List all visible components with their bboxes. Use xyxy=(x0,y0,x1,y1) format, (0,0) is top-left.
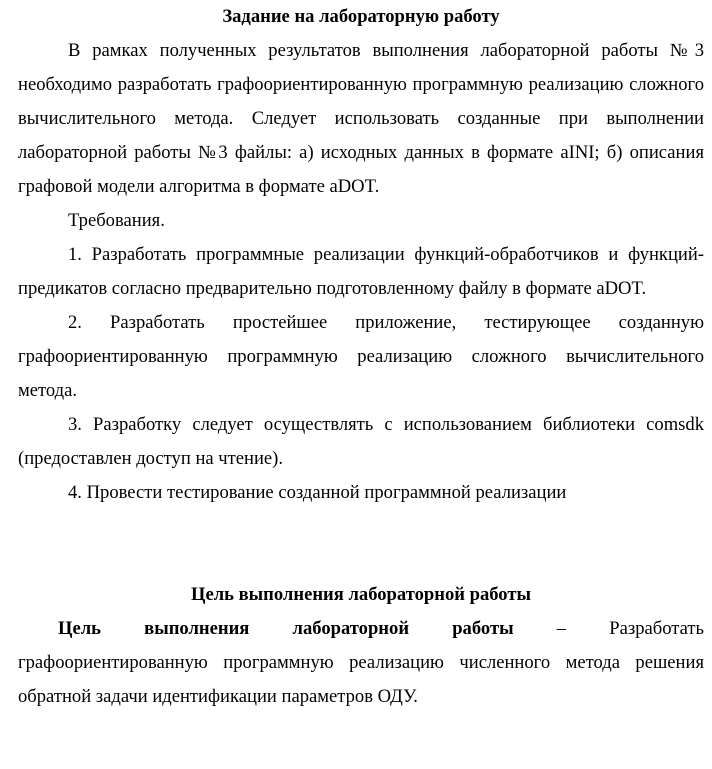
task-heading: Задание на лабораторную работу xyxy=(222,6,500,27)
goal-lead-word-2: выполнения xyxy=(144,618,250,639)
section-spacer xyxy=(18,510,704,578)
requirement-item-2: 2. Разработать простейшее приложение, тестирующее созданную графоориентированную программную реализацию сложного вычислительного метода. xyxy=(18,312,704,401)
goal-lead-word-1: Цель xyxy=(58,618,101,639)
task-intro-paragraph: В рамках полученных результатов выполнения лабораторной работы №3 необходимо разработать графоориентированную программную реализацию сложного вычислительного метода. Следует использовать созданные при выполнении лабораторной работы №3 файлы: а) исходных данных в формате aINI; б) описания графовой модели алгоритма в формате aDOT. xyxy=(18,40,704,197)
requirement-item-3: 3. Разработку следует осуществлять с использованием библиотеки comsdk (предоставлен доступ на чтение). xyxy=(18,414,704,469)
goal-lead-word-3: лабораторной xyxy=(292,618,410,639)
requirements-label: Требования. xyxy=(68,210,165,231)
goal-first-line xyxy=(18,612,704,646)
goal-heading: Цель выполнения лабораторной работы xyxy=(190,584,531,605)
goal-dash: – xyxy=(556,618,567,639)
goal-text: графоориентированную программную реализацию численного метода решения обратной задачи идентификации параметров ОДУ. xyxy=(18,652,704,707)
requirement-item-1: 1. Разработать программные реализации функций-обработчиков и функций-предикатов согласно предварительно подготовленному файлу в формате aDOT. xyxy=(18,244,704,299)
goal-paragraph xyxy=(18,612,704,714)
requirement-item-4: 4. Провести тестирование созданной программной реализации xyxy=(68,482,567,503)
goal-first-word: Разработать xyxy=(609,618,704,639)
goal-lead-word-4: работы xyxy=(452,618,514,639)
